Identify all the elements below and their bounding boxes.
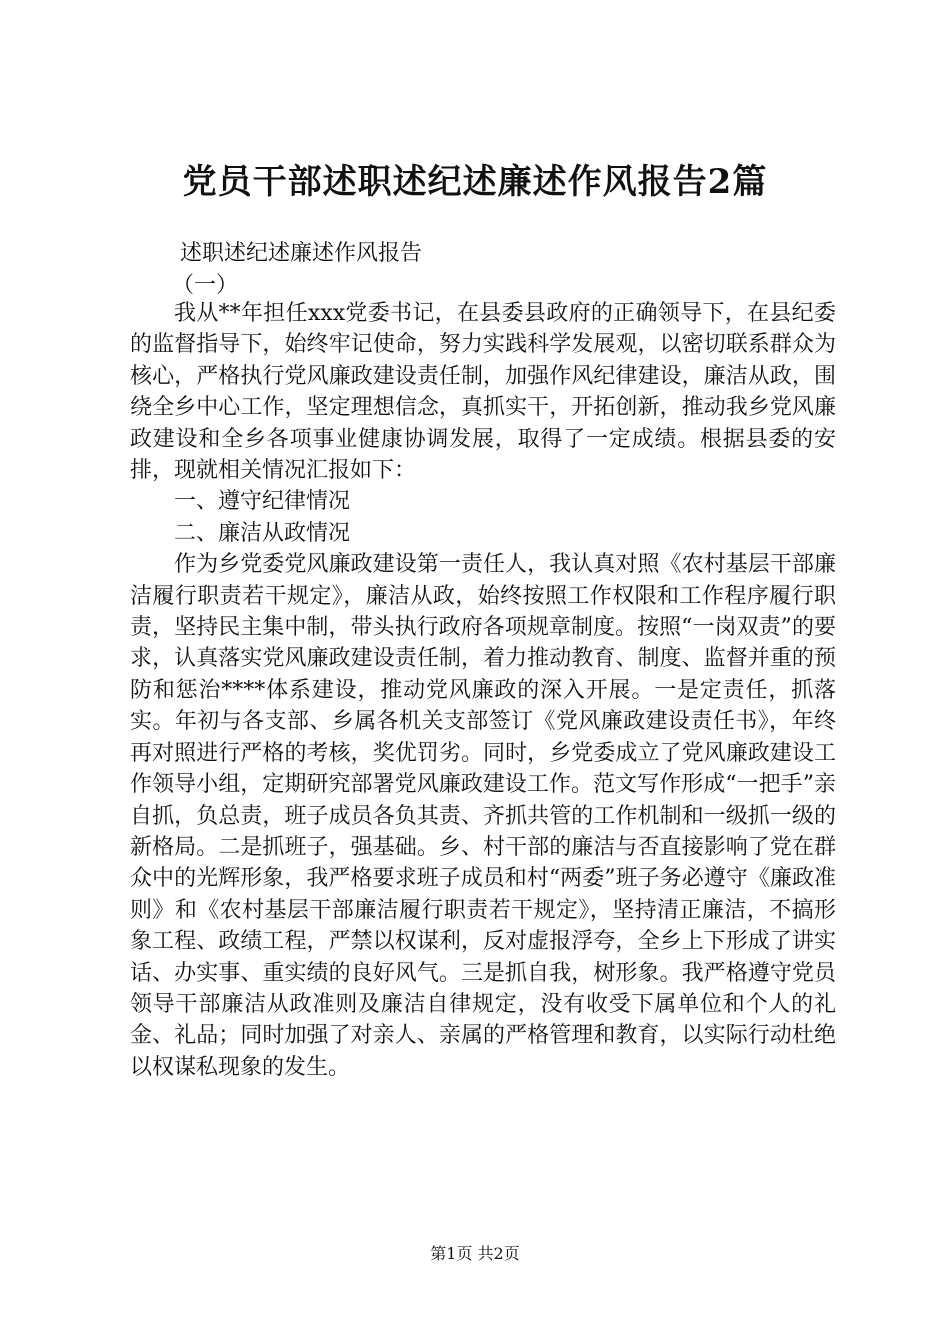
document-subtitle: 述职述纪述廉述作风报告 bbox=[180, 241, 423, 266]
document-title: 党员干部述职述纪述廉述作风报告2篇 bbox=[182, 162, 768, 202]
heading-discipline: 一、遵守纪律情况 bbox=[174, 489, 351, 515]
paragraph-integrity: 作为乡党委党风廉政建设第一责任人，我认真对照《农村基层干部廉洁履行职责若干规定》，廉洁从政，始终按照工作权限和工作程序履行职责，坚持民主集中制，带头执行政府各项规章制度。按照“一岗双责”的要求，认真落实党风廉政建设责任制，着力推动教育、制度、监督并重的预防和惩治****体系建设，推动党风廉政的深入开展。一是定责任，抓落实。年初与各支部、乡属各机关支部签订《党风廉政建设责任书》，年终再对照进行严格的考核，奖优罚劣。同时，乡党委成立了党风廉政建设工作领导小组，定期研究部署党风廉政建设工作。范文写作形成“一把手”亲自抓，负总责，班子成员各负其责、齐抓共管的工作机制和一级抓一级的新格局。二是抓班子，强基础。乡、村干部的廉洁与否直接影响了党在群众中的光辉形象，我严格要求班子成员和村“两委”班子务必遵守《廉政准则》和《农村基层干部廉洁履行职责若干规定》，坚持清正廉洁，不搞形象工程、政绩工程，严禁以权谋利，反对虚报浮夸，全乡上下形成了讲实话、办实事、重实绩的良好风气。三是抓自我，树形象。我严格遵守党员领导干部廉洁从政准则及廉洁自律规定，没有收受下属单位和个人的礼金、礼品；同时加强了对亲人、亲属的严格管理和教育，以实际行动杜绝以权谋私现象的发生。 bbox=[130, 552, 836, 1080]
paragraph-intro: 我从**年担任xxx党委书记，在县委县政府的正确领导下，在县纪委的监督指导下，始终牢记使命，努力实践科学发展观，以密切联系群众为核心，严格执行党风廉政建设责任制，加强作风纪律建设，廉洁从政，围绕全乡中心工作，坚定理想信念，真抓实干，开拓创新，推动我乡党风廉政建设和全乡各项事业健康协调发展，取得了一定成绩。根据县委的安排，现就相关情况汇报如下： bbox=[130, 301, 836, 484]
page-footer: 第1页 共2页 bbox=[430, 1244, 520, 1263]
document-body bbox=[130, 298, 836, 1083]
heading-integrity: 二、廉洁从政情况 bbox=[174, 520, 351, 546]
section-number: （一） bbox=[172, 273, 239, 298]
